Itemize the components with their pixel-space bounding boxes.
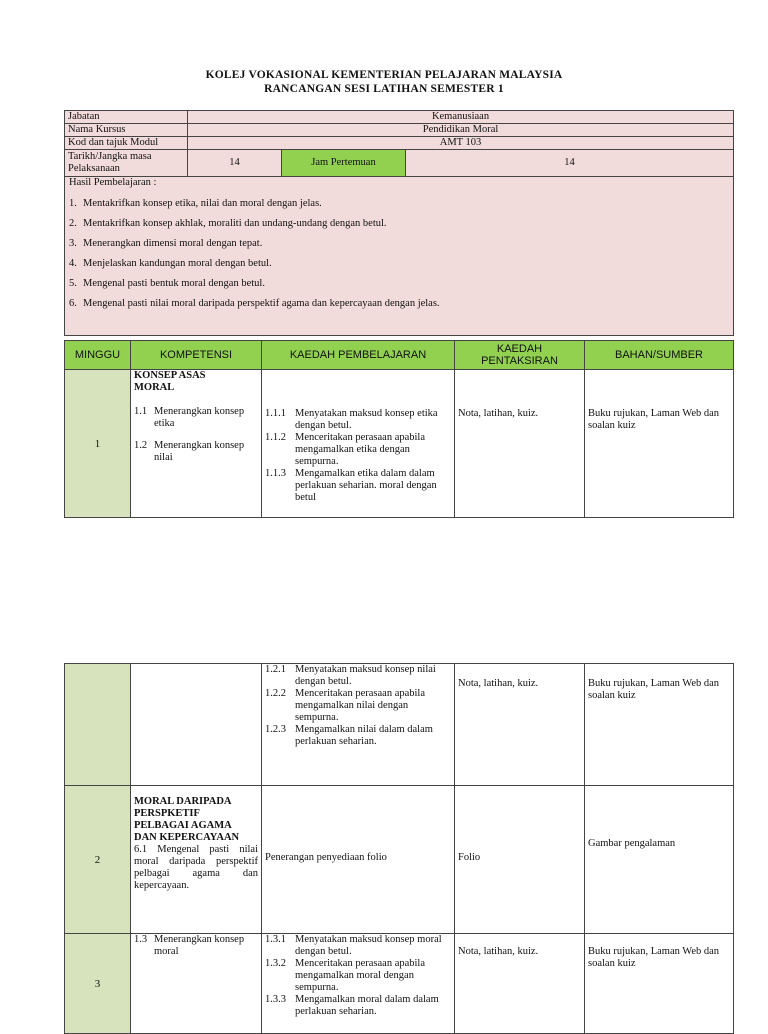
outcome-item: 4. Menjelaskan kandungan moral dengan betul. [69, 258, 272, 269]
table-row [65, 370, 734, 518]
kaedah-item: 1.2.1 Menyatakan maksud konsep nilai dengan betul. [265, 664, 436, 687]
kod-value: AMT 103 [188, 137, 734, 150]
kompetensi-item: 1.3 Menerangkan konsep moral [134, 934, 245, 957]
jam-label: Jam Pertemuan [282, 150, 406, 177]
topic-title: MORAL DARIPADA PERSPKETIF PELBAGAI AGAMA DAN KEPERCAYAAN [134, 796, 240, 843]
col-kompetensi: KOMPETENSI [131, 341, 262, 370]
kompetensi-item: 1.2 Menerangkan konsep nilai [134, 440, 245, 463]
col-kaedah-pentaksiran-line1: KAEDAH [496, 343, 543, 355]
jam-value: 14 [406, 150, 734, 177]
bahan-text: Buku rujukan, Laman Web dan soalan kuiz [588, 946, 720, 969]
outcome-item: 5. Mengenal pasti bentuk moral dengan betul. [69, 278, 265, 289]
topic-title: KONSEP ASAS MORAL [134, 370, 206, 393]
pentaksiran-text: Nota, latihan, kuiz. [458, 408, 539, 419]
bahan-text: Buku rujukan, Laman Web dan soalan kuiz [588, 678, 720, 701]
jabatan-value: Kemanusiaan [188, 111, 734, 124]
outcome-item: 1. Mentakrifkan konsep etika, nilai dan moral dengan jelas. [69, 198, 322, 209]
bahan-cell [585, 664, 734, 786]
table-row [65, 786, 734, 934]
week-number [65, 664, 131, 786]
col-bahan-sumber: BAHAN/SUMBER [585, 341, 734, 370]
col-kaedah-pembelajaran: KAEDAH PEMBELAJARAN [262, 341, 455, 370]
week-number: 1 [65, 370, 131, 518]
kursus-value: Pendidikan Moral [188, 124, 734, 137]
kompetensi-cell [131, 370, 262, 518]
kaedah-item: 1.2.2 Menceritakan perasaan apabila mengamalkan nilai dengan sempurna. [265, 688, 426, 723]
table-row [65, 934, 734, 1034]
outcome-item: 6. Mengenal pasti nilai moral daripada perspektif agama dan kepercayaan dengan jelas. [69, 298, 440, 309]
table-row [65, 664, 734, 786]
bahan-cell [585, 934, 734, 1034]
pentaksiran-text: Nota, latihan, kuiz. [458, 946, 539, 957]
kaedah-item: 1.1.2 Menceritakan perasaan apabila mengamalkan etika dengan sempurna. [265, 432, 426, 467]
kompetensi-cell [131, 664, 262, 786]
col-minggu: MINGGU [65, 341, 131, 370]
kursus-label: Nama Kursus [65, 124, 188, 137]
week-number: 2 [65, 786, 131, 934]
bahan-text: Gambar pengalaman [588, 838, 676, 849]
bahan-text: Buku rujukan, Laman Web dan soalan kuiz [588, 408, 720, 431]
bahan-cell [585, 786, 734, 934]
kaedah-text: Penerangan penyediaan folio [265, 852, 387, 863]
tarikh-label [65, 150, 188, 177]
bahan-cell [585, 370, 734, 518]
pentaksiran-cell [455, 786, 585, 934]
tarikh-label-line1: Tarikh/Jangka masa [68, 151, 152, 162]
outcome-item: 3. Menerangkan dimensi moral dengan tepat. [69, 238, 263, 249]
schedule-table-page1 [64, 340, 734, 518]
kaedah-cell [262, 664, 455, 786]
course-info-table [64, 110, 734, 336]
document-subtitle: RANCANGAN SESI LATIHAN SEMESTER 1 [264, 83, 504, 95]
kompetensi-cell [131, 934, 262, 1034]
pentaksiran-cell [455, 934, 585, 1034]
kaedah-item: 1.2.3 Mengamalkan nilai dalam dalam perlakuan seharian. [265, 724, 433, 747]
learning-outcomes [65, 177, 734, 336]
kaedah-cell [262, 370, 455, 518]
kompetensi-item: 1.1 Menerangkan konsep etika [134, 406, 245, 429]
pentaksiran-text: Nota, latihan, kuiz. [458, 678, 539, 689]
pentaksiran-text: Folio [458, 852, 481, 863]
kaedah-cell [262, 934, 455, 1034]
col-kaedah-pentaksiran-line2: PENTAKSIRAN [481, 355, 558, 367]
kaedah-item: 1.3.1 Menyatakan maksud konsep moral dengan betul. [265, 934, 442, 957]
schedule-table-page2 [64, 663, 734, 1034]
col-kaedah-pentaksiran [455, 341, 585, 370]
kompetensi-text: 6.1 Mengenal pasti nilai moral daripada perspektif pelbagai agama dan kepercayaan. [134, 844, 258, 891]
tarikh-value: 14 [188, 150, 282, 177]
kaedah-item: 1.1.3 Mengamalkan etika dalam dalam perlakuan seharian. moral dengan betul [265, 468, 437, 503]
kaedah-cell [262, 786, 455, 934]
jabatan-label: Jabatan [65, 111, 188, 124]
kompetensi-cell [131, 786, 262, 934]
kaedah-item: 1.3.2 Menceritakan perasaan apabila mengamalkan moral dengan sempurna. [265, 958, 426, 993]
kod-label: Kod dan tajuk Modul [65, 137, 188, 150]
outcome-item: 2. Mentakrifkan konsep akhlak, moraliti dan undang-undang dengan betul. [69, 218, 387, 229]
week-number: 3 [65, 934, 131, 1034]
kaedah-item: 1.1.1 Menyatakan maksud konsep etika dengan betul. [265, 408, 438, 431]
outcomes-heading: Hasil Pembelajaran : [69, 177, 157, 188]
tarikh-label-line2: Pelaksanaan [68, 163, 120, 174]
pentaksiran-cell [455, 370, 585, 518]
kaedah-item: 1.3.3 Mengamalkan moral dalam dalam perlakuan seharian. [265, 994, 439, 1017]
document-title: KOLEJ VOKASIONAL KEMENTERIAN PELAJARAN MALAYSIA [205, 69, 563, 81]
pentaksiran-cell [455, 664, 585, 786]
